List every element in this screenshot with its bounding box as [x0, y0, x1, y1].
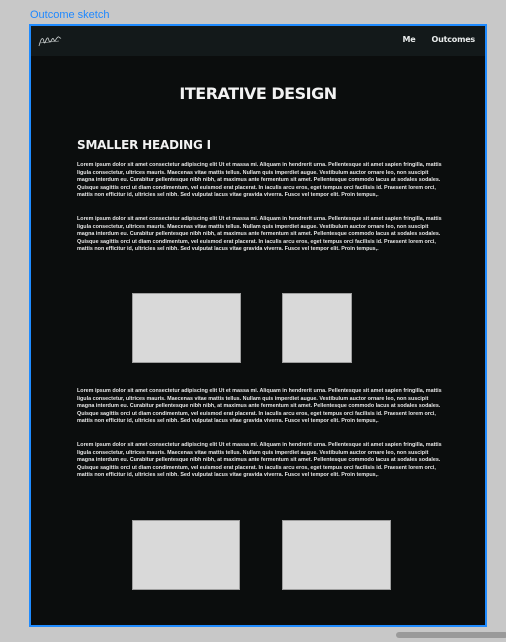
image-placeholder: [282, 520, 391, 590]
nav-link-outcomes[interactable]: Outcomes: [431, 35, 475, 44]
body-paragraph: Lorem ipsum dolor sit amet consectetur adipiscing elit Ut et massa mi. Aliquam in hendrerit urna. Pellentesque sit amet sapien fringilla, mattis ligula consectetur, ultrices mauris. Maecenas vitae mattis tellus. Nullam quis imperdiet augue. Vestibulum auctor ornare leo, non suscipit magna interdum eu. Curabitur pellentesque nibh nibh, at maximus ante fermentum sit amet. Pellentesque commodo lacus at sodales sodales. Quisque sagittis orci ut diam condimentum, vel euismod erat placerat. In iaculis arcu eros, eget tempus orci facilisis id. Praesent lorem orci, mattis non efficitur id, ultricies sel nibh. Sed vulputat lacus vitae gravida viverra. Fusce vel tempor elit. Proin tempus,.: [77, 216, 442, 253]
page-title: ITERATIVE DESIGN: [179, 84, 337, 103]
nav-link-me[interactable]: Me: [402, 35, 416, 44]
nav-bar: [31, 26, 485, 56]
image-placeholder: [132, 293, 241, 363]
signature-logo-icon[interactable]: [37, 32, 63, 50]
image-placeholder: [132, 520, 240, 590]
body-paragraph: Lorem ipsum dolor sit amet consectetur adipiscing elit Ut et massa mi. Aliquam in hendrerit urna. Pellentesque sit amet sapien fringilla, mattis ligula consectetur, ultrices mauris. Maecenas vitae mattis tellus. Nullam quis imperdiet augue. Vestibulum auctor ornare leo, non suscipit magna interdum eu. Curabitur pellentesque nibh nibh, at maximus ante fermentum sit amet. Pellentesque commodo lacus at sodales sodales. Quisque sagittis orci ut diam condimentum, vel euismod erat placerat. In iaculis arcu eros, eget tempus orci facilisis id. Praesent lorem orci, mattis non efficitur id, ultricies sel nibh. Sed vulputat lacus vitae gravida viverra. Fusce vel tempor elit. Proin tempus,.: [77, 442, 442, 479]
body-paragraph: Lorem ipsum dolor sit amet consectetur adipiscing elit Ut et massa mi. Aliquam in hendrerit urna. Pellentesque sit amet sapien fringilla, mattis ligula consectetur, ultrices mauris. Maecenas vitae mattis tellus. Nullam quis imperdiet augue. Vestibulum auctor ornare leo, non suscipit magna interdum eu. Curabitur pellentesque nibh nibh, at maximus ante fermentum sit amet. Pellentesque commodo lacus at sodales sodales. Quisque sagittis orci ut diam condimentum, vel euismod erat placerat. In iaculis arcu eros, eget tempus orci facilisis id. Praesent lorem orci, mattis non efficitur id, ultricies sel nibh. Sed vulputat lacus vitae gravida viverra. Fusce vel tempor elit. Proin tempus,.: [77, 162, 442, 199]
section-heading: SMALLER HEADING I: [77, 138, 211, 152]
image-placeholder: [282, 293, 352, 363]
body-paragraph: Lorem ipsum dolor sit amet consectetur adipiscing elit Ut et massa mi. Aliquam in hendrerit urna. Pellentesque sit amet sapien fringilla, mattis ligula consectetur, ultrices mauris. Maecenas vitae mattis tellus. Nullam quis imperdiet augue. Vestibulum auctor ornare leo, non suscipit magna interdum eu. Curabitur pellentesque nibh nibh, at maximus ante fermentum sit amet. Pellentesque commodo lacus at sodales sodales. Quisque sagittis orci ut diam condimentum, vel euismod erat placerat. In iaculis arcu eros, eget tempus orci facilisis id. Praesent lorem orci, mattis non efficitur id, ultricies sel nibh. Sed vulputat lacus vitae gravida viverra. Fusce vel tempor elit. Proin tempus,.: [77, 388, 442, 425]
nav-links: [403, 35, 475, 44]
artboard[interactable]: [29, 24, 487, 627]
frame-label[interactable]: Outcome sketch: [30, 9, 110, 21]
horizontal-scrollbar[interactable]: [396, 632, 506, 638]
